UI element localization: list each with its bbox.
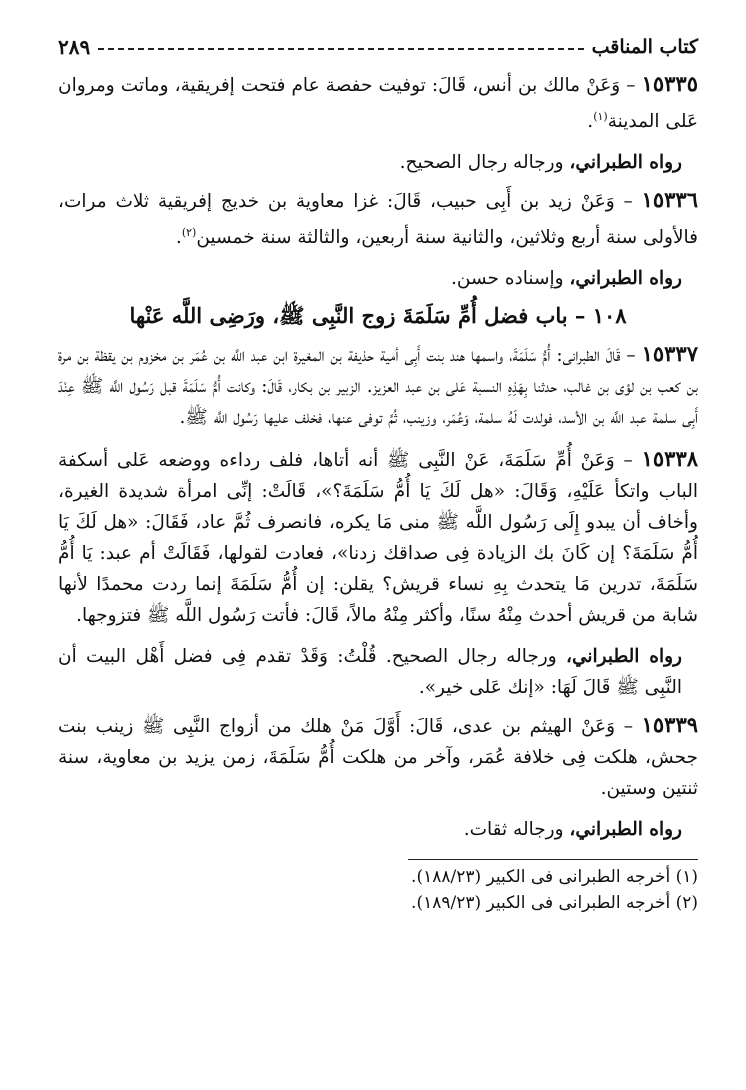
hadith-source <box>58 814 698 845</box>
source-grading: ورجاله ثقات. <box>463 819 570 841</box>
hadith-number: ١٥٣٣٦ <box>641 187 698 213</box>
page-number: ٢٨٩ <box>58 35 91 59</box>
hadith-text: – قَالَ الطبرانى: أُمُّ سَلَمَةَ، واسمها هند بنت أَبِى أمية حذيفة بن المغيرة ابن عبد اللَّه بن عُمَر بن مخزوم بن يقظة بن مرة بن كعب بن لؤى بن غالب، حدثنا بِهَذِهِ النسبة عَلى بن عبد العزيز. الزبير بن بكار، قَالَ: وكانت أُمُّ سَلَمَةَ قبل رَسُول اللَّه ﷺ عِنْدَ أَبِى سلمة عبد اللَّه بن الأسد، فولدت لَهُ سلمة، وَعُمَر، وزينب، ثُمَّ توفى عنها، فخلف عليها رَسُول اللَّه ﷺ. <box>58 345 698 429</box>
book-title: كتاب المناقب <box>591 36 698 58</box>
footnote: (١) أخرجه الطبرانى فى الكبير (١٨٨/٢٣). <box>411 867 698 888</box>
running-header <box>58 30 698 64</box>
hadith-text: – وَعَنْ أُمِّ سَلَمَةَ، عَنْ النَّبِى ﷺ أنه أتاها، فلف رداءه ووضعه عَلى أسكفة الباب واتكأ عَلَيْهِ، وَقَالَ: «هل لَكَ يَا أُمُّ سَلَمَةَ؟»، قَالَتْ: إنِّى امرأة شديدة الغيرة، وأخاف أن يبدو إِلَى رَسُول اللَّه ﷺ منى مَا يكره، فانصرف ثُمَّ عاد، فَقَالَ: «هل لَكَ يَا أُمُّ سَلَمَةَ؟ إن كَانَ بك الزيادة فِى صداقك زدنا»، فعادت لقولها، فَقَالَتْ أم عبد: يَا أُمُّ سَلَمَةَ، تدرين مَا يتحدث بِهِ نساء قريش؟ يقلن: إن أُمُّ سَلَمَةَ إنما ردت محمدًا لأنها شابة من قريش أحدث مِنْهُ سنًا، وأكثر مِنْهُ مالاً، قَالَ: فأتت رَسُول اللَّه ﷺ فتزوجها. <box>58 450 698 627</box>
hadith-number: ١٥٣٣٨ <box>641 446 699 472</box>
footnote-ref[interactable]: (١) <box>593 110 608 123</box>
hadith-text: – وَعَنْ الهيثم بن عدى، قَالَ: أَوَّلَ مَنْ هلك من أزواج النَّبِى ﷺ زينب بنت جحش، هلكت فِى خلافة عُمَر، وآخر من هلكت أُمُّ سَلَمَةَ، زمن يزيد بن معاوية، سنة ثنتين وستين. <box>58 716 698 800</box>
source-narrator: رواه الطبراني، <box>565 646 682 668</box>
source-narrator: رواه الطبراني، <box>569 152 682 174</box>
hadith-number: ١٥٣٣٧ <box>641 341 698 367</box>
hadith-entry: ١٥٣٣٦ – وَعَنْ زيد بن أَبِى حبيب، قَالَ: غزا معاوية بن خديج إفريقية ثلاث مرات، فالأولى سنة أربع وثلاثين، والثانية سنة أربعين، والثالثة سنة خمسين$^{(٢)}$. <box>58 187 698 249</box>
footnote: (٢) أخرجه الطبرانى فى الكبير (١٨٩/٢٣). <box>411 893 698 914</box>
hadith-text: – وَعَنْ مالك بن أنس، قَالَ: توفيت حفصة عام فتحت إفريقية، وماتت ومروان عَلى المدينة <box>58 75 698 133</box>
hadith-entry <box>58 709 698 804</box>
hadith-source <box>58 147 698 178</box>
hadith-text: – وَعَنْ زيد بن أَبِى حبيب، قَالَ: غزا معاوية بن خديج إفريقية ثلاث مرات، فالأولى سنة أربع وثلاثين، والثانية سنة أربعين، والثالثة سنة خمسين <box>58 191 698 249</box>
hadith-source <box>58 263 698 294</box>
hadith-number: ١٥٣٣٥ <box>641 71 698 96</box>
header-dashed-rule <box>98 48 583 50</box>
source-narrator: رواه الطبراني، <box>569 819 682 841</box>
footnote-separator <box>408 859 698 860</box>
source-grading: ورجاله رجال الصحيح. <box>399 152 570 174</box>
source-grading: وإسناده حسن. <box>451 268 570 290</box>
chapter-heading: ١٠٨ – باب فضل أُمِّ سَلَمَةَ زوج النَّبِى ﷺ، ورَضِى اللَّه عَنْها <box>129 303 627 329</box>
hadith-entry: ١٥٣٣٥ – وَعَنْ مالك بن أنس، قَالَ: توفيت حفصة عام فتحت إفريقية، وماتت ومروان عَلى المدينة$^{(١)}$. <box>58 71 698 133</box>
hadith-number: ١٥٣٣٩ <box>641 712 699 738</box>
source-narrator: رواه الطبراني، <box>569 268 682 290</box>
book-page <box>58 30 698 916</box>
hadith-entry <box>58 443 698 631</box>
footnote-ref[interactable]: (٢) <box>181 226 197 240</box>
hadith-entry <box>58 338 698 433</box>
hadith-source <box>58 641 698 703</box>
source-grading: ورجاله رجال الصحيح. قُلْتُ: وَقَدْ تقدم فِى فضل أَهْل البيت أن النَّبِى ﷺ قَالَ لَهَا: «إنك عَلى خير». <box>58 646 682 699</box>
